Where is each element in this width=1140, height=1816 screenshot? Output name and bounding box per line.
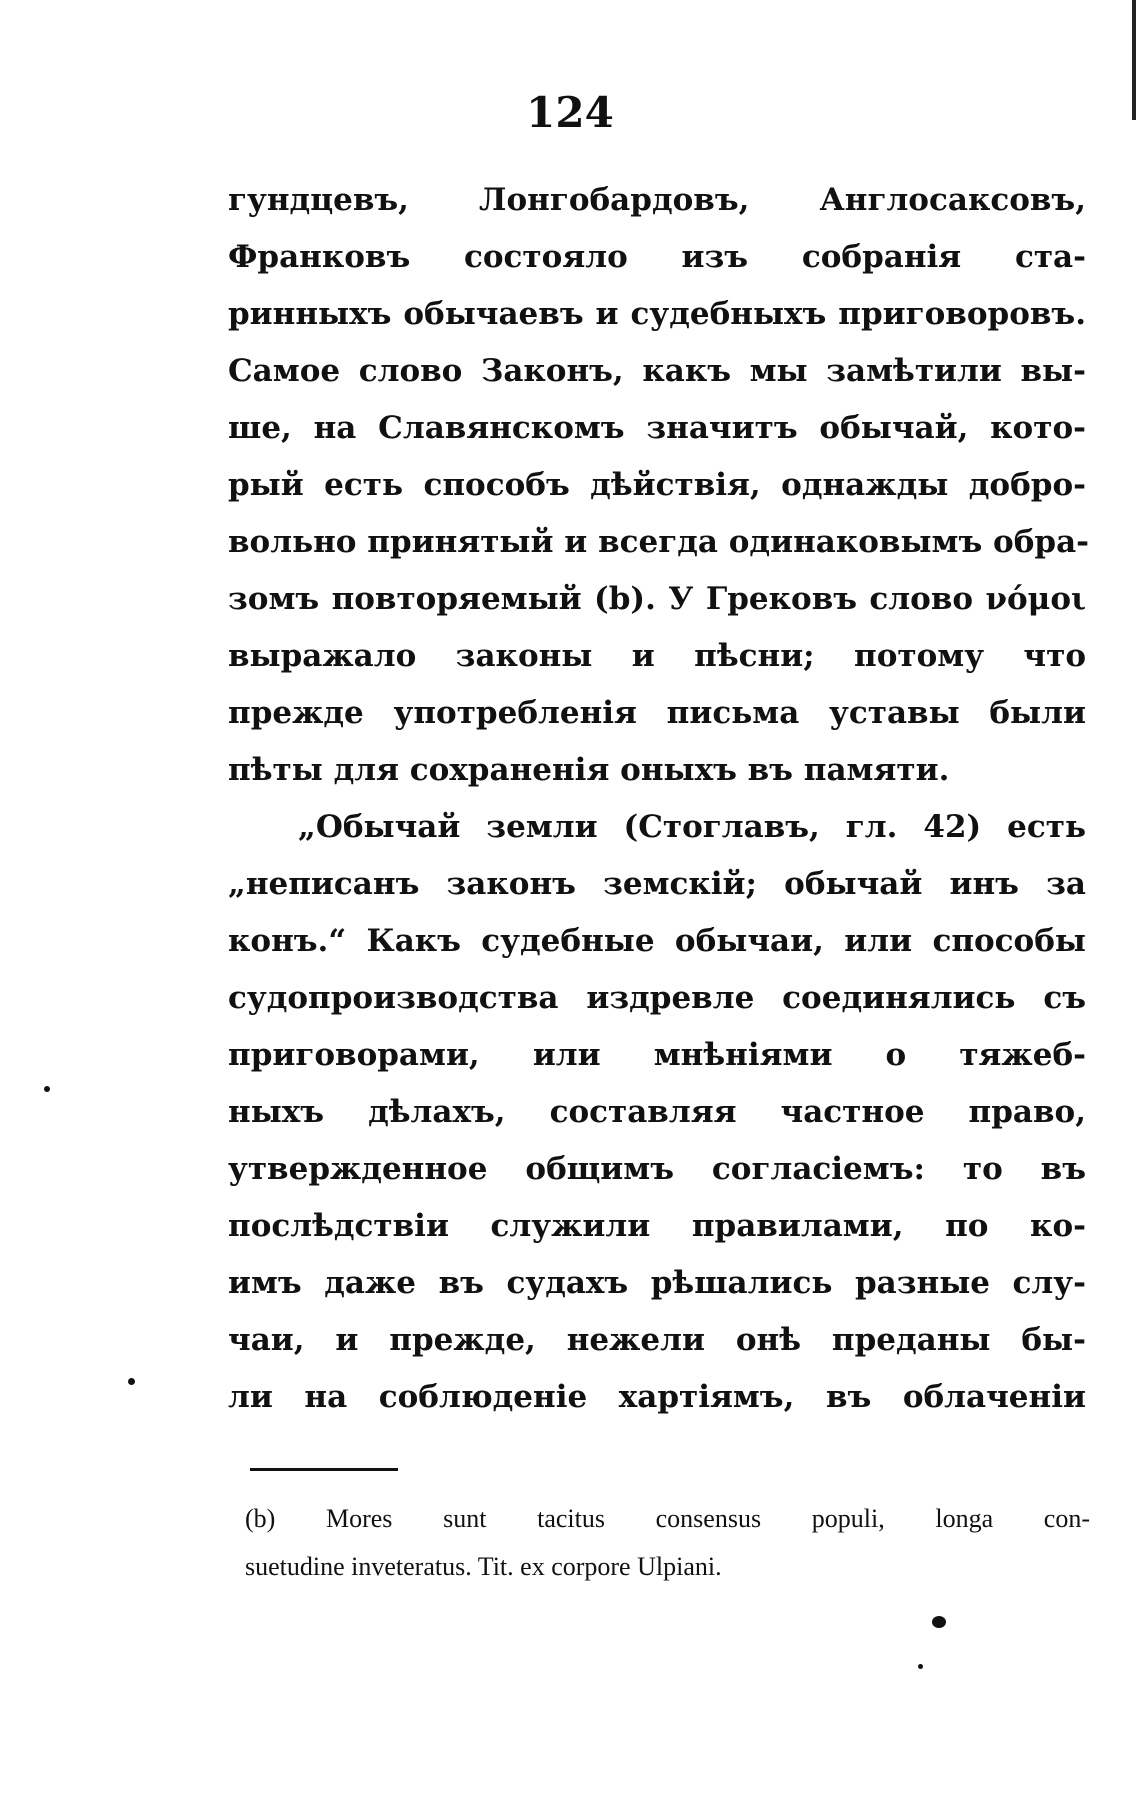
text-line: приговорами, или мнѣніями о тяжеб- [228,1037,1086,1073]
text-line: конъ.“ Какъ судебные обычаи, или способы [228,923,1086,959]
footnote-line: (b) Mores sunt tacitus consensus populi, longa con- [245,1504,1090,1533]
scan-speck [918,1664,923,1669]
text-line: пѣты для сохраненія оныхъ въ памяти. [228,752,950,788]
text-line: ныхъ дѣлахъ, составляя частное право, [228,1094,1086,1130]
text-line: зомъ повторяемый (b). У Грековъ слово νόμοι [228,581,1086,617]
text-line: чаи, и прежде, нежели онѣ преданы бы- [228,1322,1086,1358]
text-line: Франковъ состояло изъ собранія ста- [228,239,1086,275]
scan-speck [44,1086,50,1092]
text-line: имъ даже въ судахъ рѣшались разные слу- [228,1265,1086,1301]
scan-speck [128,1378,135,1385]
text-line: гундцевъ, Лонгобардовъ, Англосаксовъ, [228,182,1086,218]
text-line: послѣдствіи служили правилами, по ко- [228,1208,1086,1244]
footnote-divider [250,1468,398,1471]
footnote [245,1495,1090,1591]
text-line: Самое слово Законъ, какъ мы замѣтили вы- [228,353,1086,389]
text-line: утвержденное общимъ согласіемъ: то въ [228,1151,1086,1187]
text-line: „неписанъ законъ земскій; обычай инъ за [228,866,1086,902]
footnote-line: suetudine inveteratus. Tit. ex corpore Ulpiani. [245,1552,722,1581]
text-line: „Обычай земли (Стоглавъ, гл. 42) есть [298,809,1086,845]
text-line: вольно принятый и всегда одинаковымъ обра- [228,524,1090,560]
text-line: выражало законы и пѣсни; потому что [228,638,1086,674]
text-line: судопроизводства издревле соединялись съ [228,980,1086,1016]
text-line: ринныхъ обычаевъ и судебныхъ приговоровъ. [228,296,1086,332]
text-line: прежде употребленія письма уставы были [228,695,1086,731]
main-text [228,172,1090,1426]
text-line: рый есть способъ дѣйствія, однажды добро- [228,467,1086,503]
page-number: 124 [526,88,614,137]
text-line: ше, на Славянскомъ значитъ обычай, кото- [228,410,1086,446]
scan-speck [932,1616,946,1628]
text-line: ли на соблюденіе хартіямъ, въ облаченіи [228,1379,1086,1415]
